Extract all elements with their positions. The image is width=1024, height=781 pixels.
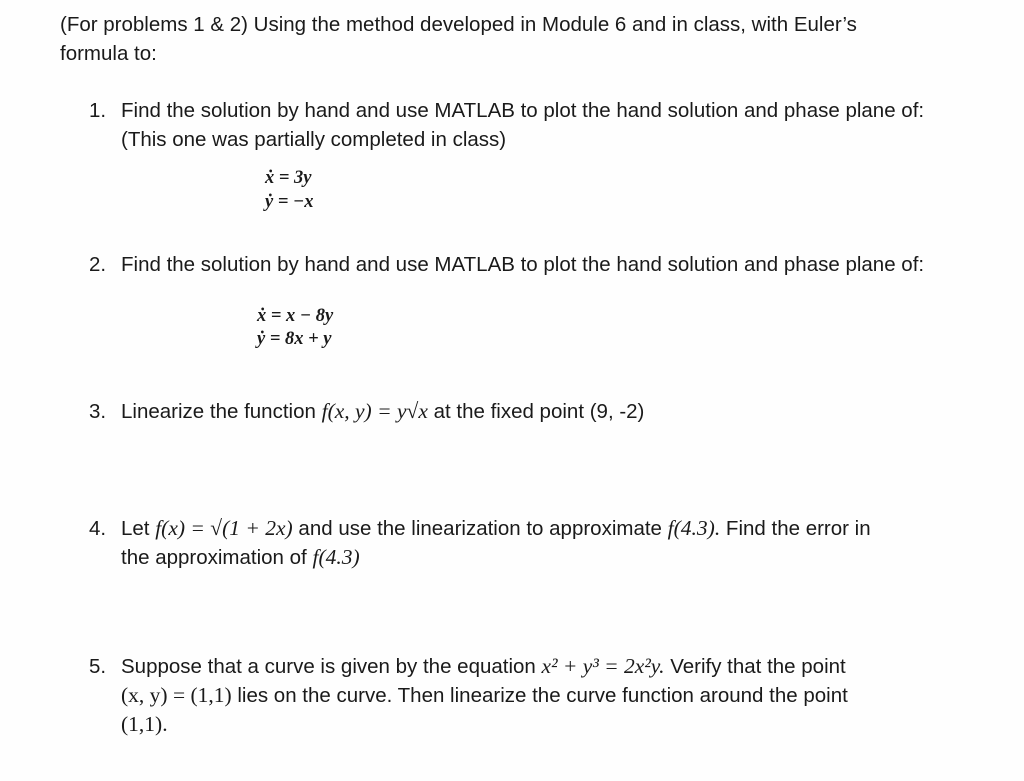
- problem-1-equation-2: [265, 191, 313, 214]
- problem-1-line-1: Find the solution by hand and use MATLAB to plot the hand solution and phase plane of:: [121, 99, 925, 122]
- problem-5-number: 5.: [89, 655, 107, 678]
- problem-5-point: (x, y) = (1,1): [121, 683, 232, 707]
- problem-3-text-before: Linearize the function: [121, 400, 316, 423]
- problem-1-equation-1-text: ẋ = 3y: [265, 168, 312, 188]
- problem-1-number: 1.: [89, 99, 107, 122]
- problem-1-equation-1: [265, 167, 312, 190]
- problem-4-line-1: [121, 514, 871, 543]
- problem-5-line-3: [121, 710, 168, 739]
- problem-1-line-2: (This one was partially completed in class): [121, 128, 507, 151]
- problem-3-number: 3.: [89, 400, 107, 423]
- problem-2-equation-1-text: ẋ = x − 8y: [257, 306, 334, 326]
- intro-line-2: formula to:: [60, 42, 157, 65]
- problem-5-line-1-end: Verify that the point: [670, 655, 846, 678]
- problem-4-formula: f(x) = √(1 + 2x): [155, 516, 293, 540]
- problem-3-text-after: at the fixed point (9, -2): [433, 400, 645, 423]
- problem-2-line-1: Find the solution by hand and use MATLAB to plot the hand solution and phase plane of:: [121, 253, 925, 276]
- problem-4-number: 4.: [89, 517, 107, 540]
- problem-2-number: 2.: [89, 253, 107, 276]
- problem-4-line-2-f: f(4.3): [312, 545, 360, 569]
- problem-5-line-1-text: Suppose that a curve is given by the equation: [121, 655, 536, 678]
- problem-5-equation: x² + y³ = 2x²y.: [541, 654, 665, 678]
- problem-5-point-final: (1,1).: [121, 712, 168, 736]
- problem-4-line-2-text: the approximation of: [121, 546, 307, 569]
- intro-line-1: (For problems 1 & 2) Using the method developed in Module 6 and in class, with Euler’s: [60, 13, 857, 36]
- problem-4-let: Let: [121, 517, 150, 540]
- problem-3-line: [121, 397, 644, 426]
- problem-4-text-end: Find the error in: [725, 517, 871, 540]
- problem-4-text-mid: and use the linearization to approximate: [298, 517, 662, 540]
- problem-2-equation-1: [257, 305, 333, 328]
- problem-5-line-2: [121, 681, 848, 710]
- problem-1-equation-2-text: ẏ = −x: [265, 192, 314, 212]
- problem-3-formula: f(x, y) = y√x: [321, 399, 428, 423]
- problem-5-line-1: [121, 652, 846, 681]
- problem-2-equation-2: [257, 328, 332, 351]
- problem-2-equation-2-text: ẏ = 8x + y: [257, 329, 332, 349]
- problem-4-line-2: [121, 543, 360, 572]
- problem-5-line-2-text: lies on the curve. Then linearize the curve function around the point: [237, 684, 848, 707]
- problem-4-f-value: f(4.3).: [667, 516, 721, 540]
